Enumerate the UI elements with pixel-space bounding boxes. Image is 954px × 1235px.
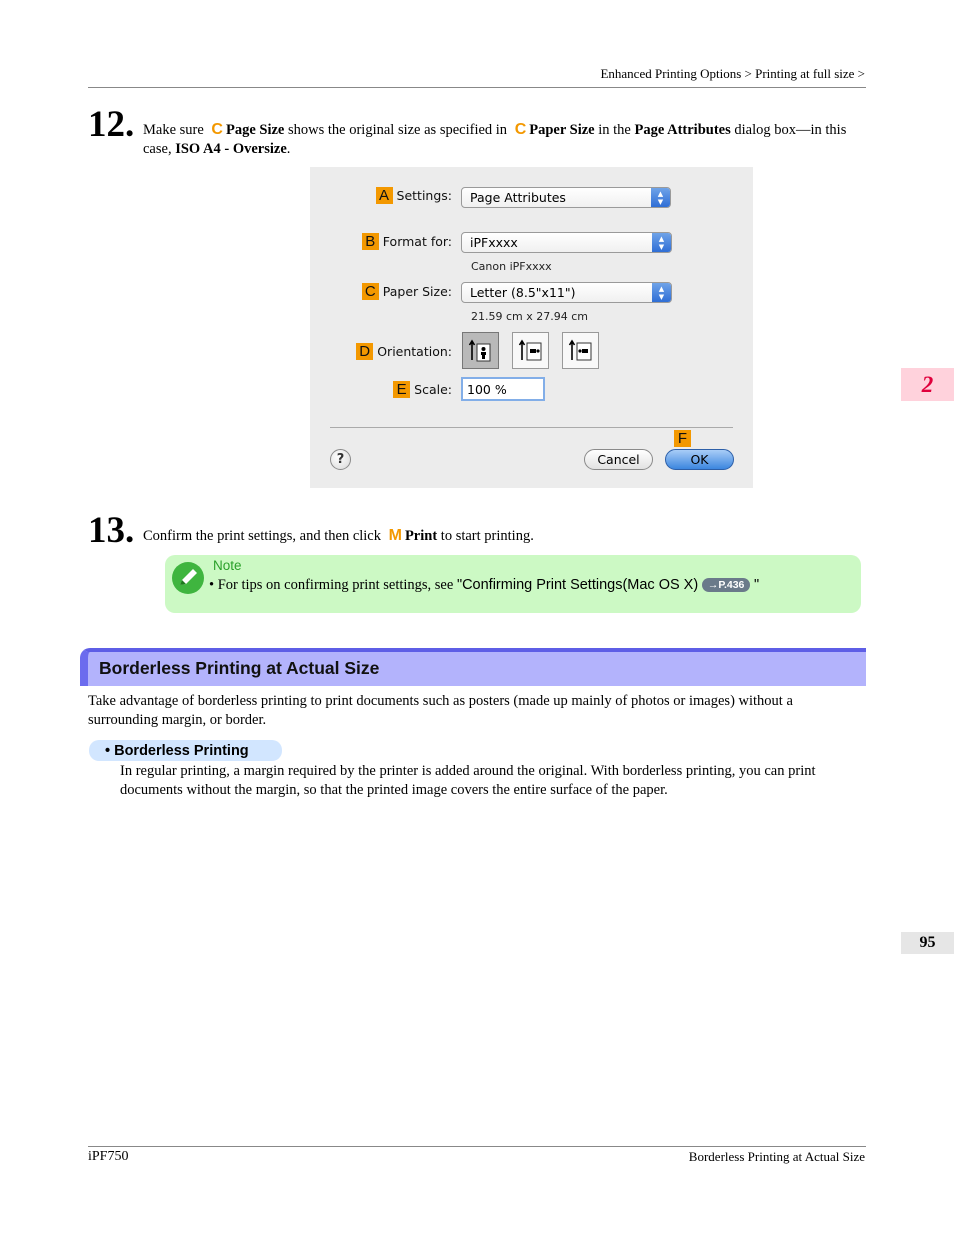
step-text-part: to start printing. (440, 528, 534, 544)
popup-arrows-icon: ▲ ▼ (652, 283, 671, 302)
format-for-popup[interactable] (461, 232, 672, 253)
section-title: Borderless Printing at Actual Size (99, 658, 380, 678)
note-link-end: " (754, 577, 760, 593)
paper-size-value: Letter (8.5"x11") (470, 285, 576, 300)
step-text (143, 120, 863, 159)
section-intro: Take advantage of borderless printing to print documents such as posters (made up mainly of photos or images) without a surrounding margin, or border. (88, 693, 793, 728)
page-attributes-dialog (310, 167, 753, 488)
bold-term: Page Size (225, 122, 285, 138)
format-for-label: Format for: (382, 234, 452, 249)
landscape-left-orientation-icon (518, 338, 544, 364)
step-text-part: . (286, 141, 291, 157)
orientation-label-row (356, 343, 452, 360)
callout-tag-d: D (356, 343, 373, 360)
dialog-divider (330, 427, 733, 428)
footer-model: iPF750 (88, 1149, 129, 1164)
paper-size-label-row (362, 283, 452, 300)
format-for-label-row (362, 233, 452, 250)
format-for-value: iPFxxxx (470, 235, 518, 250)
step-text-part: Confirm the print settings, and then click (143, 528, 381, 544)
scale-label: Scale: (414, 382, 452, 397)
callout-tag-e: E (393, 381, 410, 398)
chapter-tab[interactable]: 2 (901, 368, 954, 401)
landscape-right-orientation-icon (568, 338, 594, 364)
orientation-label: Orientation: (377, 344, 452, 359)
page-ref-badge[interactable]: →P.436 (702, 578, 751, 592)
step-text-part: shows the original size as specified in (288, 122, 508, 138)
orientation-landscape-left-button[interactable] (512, 332, 549, 369)
callout-tag-a: A (376, 187, 393, 204)
ok-button[interactable]: OK (665, 449, 734, 470)
cancel-button[interactable]: Cancel (584, 449, 653, 470)
step-text (143, 526, 863, 546)
step-text-part: dialog box—in this case, (143, 122, 847, 157)
note-box (165, 555, 861, 613)
bold-term: Paper Size (529, 122, 595, 138)
footer-section: Borderless Printing at Actual Size (688, 1149, 865, 1164)
portrait-orientation-icon (468, 338, 494, 364)
note-bullet: • (209, 577, 215, 593)
help-icon[interactable]: ? (330, 449, 351, 470)
settings-value: Page Attributes (470, 190, 566, 205)
paper-size-popup[interactable] (461, 282, 672, 303)
scale-input[interactable]: 100 % (461, 377, 545, 401)
page-number: 95 (901, 932, 954, 954)
pencil-note-icon (171, 561, 205, 595)
step-text-part: Make sure (143, 122, 204, 138)
format-for-subtext: Canon iPFxxxx (471, 260, 552, 273)
settings-popup[interactable] (461, 187, 671, 208)
bold-term: Print (404, 528, 438, 544)
note-title: Note (213, 558, 242, 573)
bullet-heading: • Borderless Printing (89, 740, 282, 761)
footer-divider (88, 1146, 866, 1147)
orientation-portrait-button[interactable] (462, 332, 499, 369)
bullet-text: In regular printing, a margin required by the printer is added around the original. With borderless printing, you can print documents without the margin, so that the printed image covers the entire surface of the paper. (120, 763, 816, 798)
orientation-landscape-right-button[interactable] (562, 332, 599, 369)
callout-tag-b: B (362, 233, 379, 250)
callout-tag-c: C (362, 283, 379, 300)
scale-label-row (393, 381, 452, 398)
bold-term: ISO A4 - Oversize (175, 141, 287, 157)
settings-label: Settings: (396, 188, 452, 203)
note-body: For tips on confirming print settings, see (217, 577, 454, 593)
header-divider (88, 87, 866, 88)
paper-size-label: Paper Size: (382, 284, 452, 299)
callout-tag-f: F (674, 430, 691, 447)
step-number: 13. (88, 510, 135, 551)
ref-marker-m: M (388, 527, 402, 544)
popup-arrows-icon: ▲ ▼ (652, 233, 671, 252)
ref-marker-c: C (211, 121, 223, 138)
step-number: 12. (88, 104, 135, 145)
popup-arrows-icon: ▲ ▼ (651, 188, 670, 207)
note-text (209, 577, 759, 594)
settings-label-row (376, 187, 452, 204)
header-breadcrumb: Enhanced Printing Options > Printing at full size > (600, 66, 865, 81)
note-link[interactable]: "Confirming Print Settings(Mac OS X) (456, 577, 699, 593)
step-text-part: in the (598, 122, 631, 138)
bold-term: Page Attributes (634, 122, 731, 138)
ref-marker-c: C (514, 121, 527, 138)
paper-size-subtext: 21.59 cm x 27.94 cm (471, 310, 589, 323)
